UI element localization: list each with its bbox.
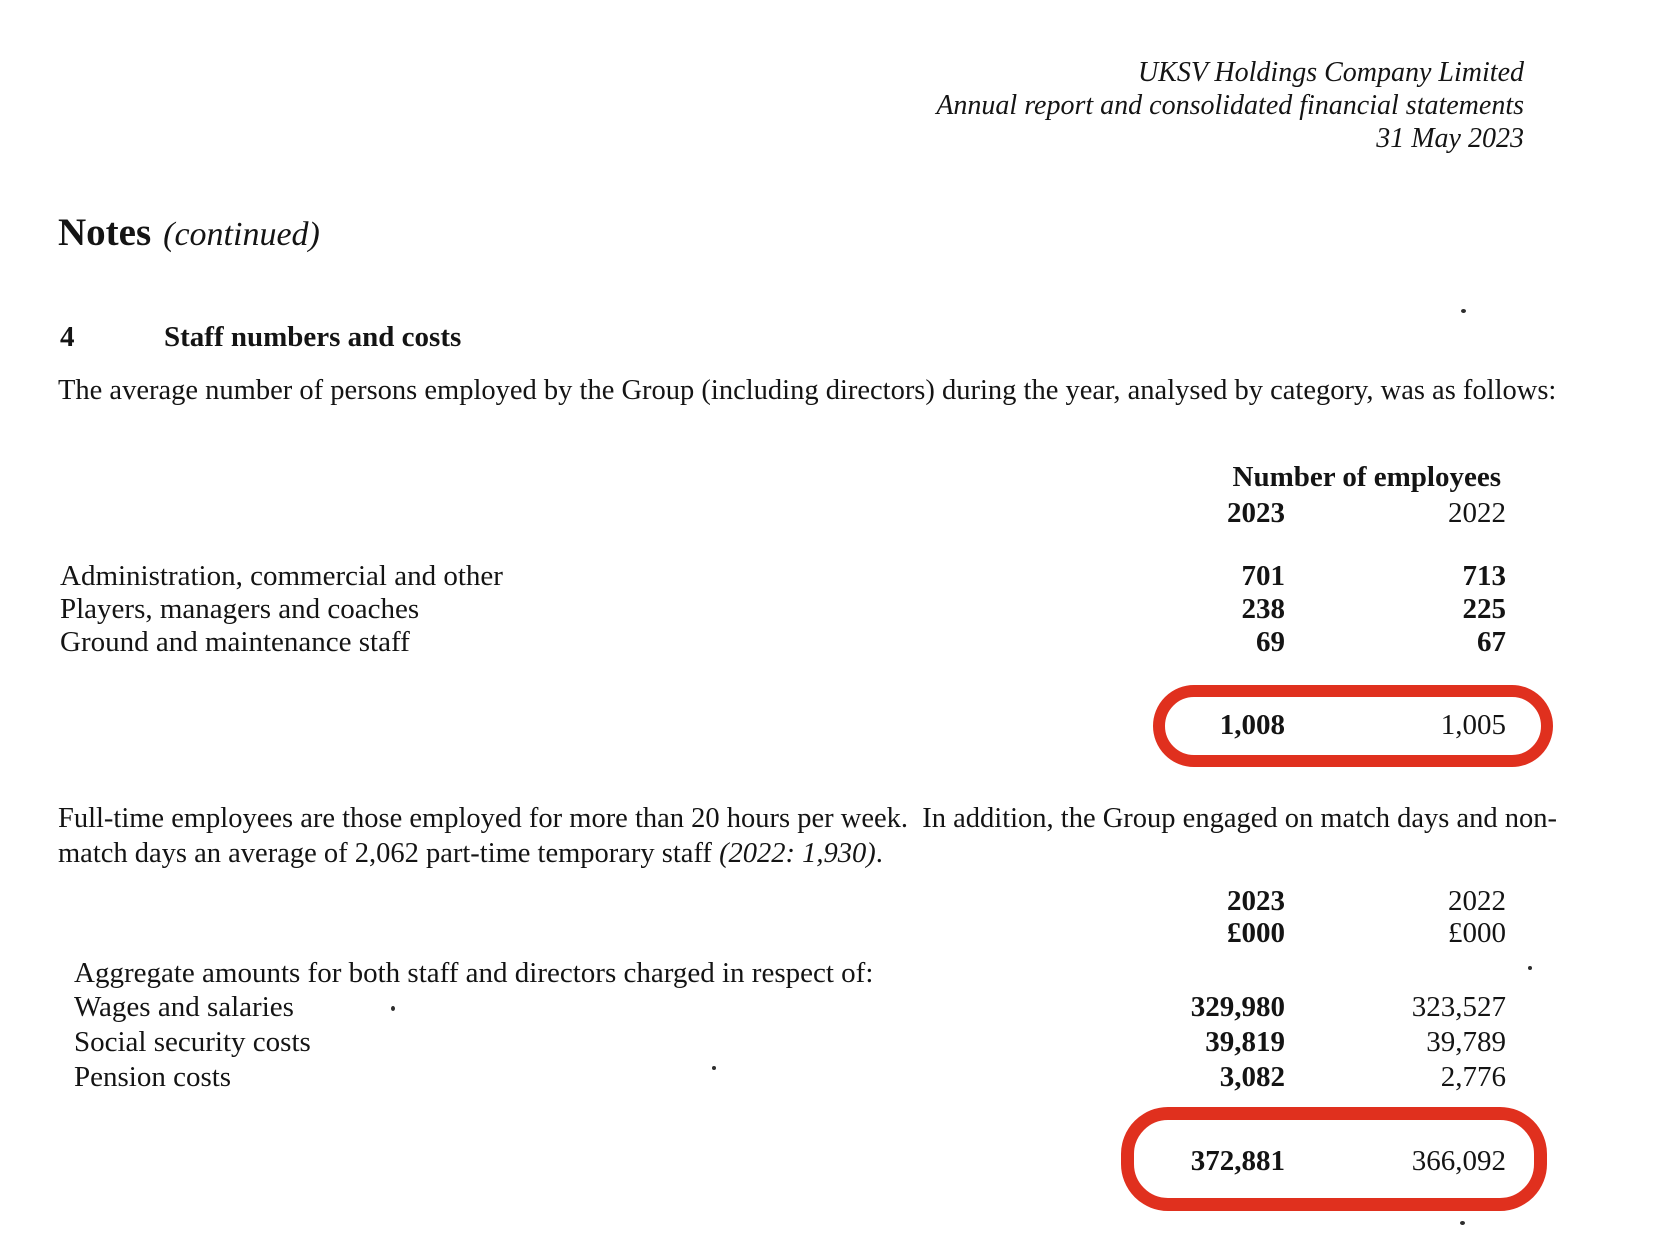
fulltime-paragraph [58,801,1558,871]
notes-continued-label: (continued) [163,216,320,253]
row-value-current: 3,082 [1219,1061,1285,1093]
row-label: Wages and salaries [74,991,294,1023]
section-heading [60,321,461,354]
row-label: Ground and maintenance staff [60,626,410,658]
costs-unit-current: £000 [1227,917,1285,949]
row-value-prior: 323,527 [1411,991,1506,1023]
costs-table-unit-row [60,917,1506,949]
employees-year-prior: 2022 [1448,497,1506,529]
intro-paragraph: The average number of persons employed by the Group (including directors) during the year, analysed by category, was as follows: [58,375,1557,406]
notes-heading [58,210,320,255]
costs-table-year-row [60,885,1506,917]
section-number: 4 [60,321,75,353]
table-row [60,1061,1506,1093]
annotation-circle-costs-total [1121,1107,1547,1211]
scan-speck [712,1066,716,1070]
row-label: Pension costs [74,1061,232,1093]
table-row [60,560,1506,592]
row-value-prior: 225 [1462,593,1506,625]
fulltime-text-end: . [875,838,883,869]
row-value-current: 69 [1256,626,1285,658]
row-label: Players, managers and coaches [60,593,420,625]
section-title: Staff numbers and costs [164,321,462,353]
scan-speck [1528,966,1532,970]
scan-speck [391,1006,395,1011]
row-value-prior: 39,789 [1426,1026,1506,1058]
fulltime-text: Full-time employees are those employed for more than 20 hours per week. In addition, the Group engaged on match days and non-match days an average of 2,062 part-time temporary staff [58,803,1558,869]
row-label: Social security costs [74,1026,311,1058]
costs-year-current: 2023 [1227,885,1285,917]
report-date: 31 May 2023 [1376,123,1524,154]
row-value-current: 238 [1241,593,1285,625]
scan-speck [1460,1221,1465,1225]
table-row [60,1026,1506,1058]
scan-speck [1461,309,1466,313]
row-value-current: 329,980 [1190,991,1285,1023]
row-value-prior: 67 [1477,626,1506,658]
row-value-current: 701 [1241,560,1285,592]
employees-year-current: 2023 [1227,497,1285,529]
employees-total-prior: 1,005 [1440,709,1506,741]
costs-intro-label: Aggregate amounts for both staff and directors charged in respect of: [74,957,874,989]
costs-intro-row [60,957,1506,989]
fulltime-prior-year-note: (2022: 1,930) [719,838,876,869]
row-value-prior: 713 [1462,560,1506,592]
report-header [936,56,1524,155]
costs-total-prior: 366,092 [1411,1145,1506,1177]
costs-total-current: 372,881 [1190,1145,1285,1177]
annotation-circle-employees-total [1153,685,1553,767]
row-value-current: 39,819 [1205,1026,1285,1058]
costs-year-prior: 2022 [1448,885,1506,917]
row-value-prior: 2,776 [1440,1061,1506,1093]
table-row [60,593,1506,625]
table-row [60,626,1506,658]
report-title: Annual report and consolidated financial statements [936,90,1524,121]
employees-table-group-header-row [60,461,1506,493]
notes-title: Notes [58,211,152,254]
costs-unit-prior: £000 [1448,917,1506,949]
employees-group-header: Number of employees [1232,461,1501,493]
company-name: UKSV Holdings Company Limited [1137,57,1524,88]
row-label: Administration, commercial and other [60,560,503,592]
employees-total-current: 1,008 [1219,709,1285,741]
table-row [60,991,1506,1023]
employees-table-year-row [60,497,1506,529]
